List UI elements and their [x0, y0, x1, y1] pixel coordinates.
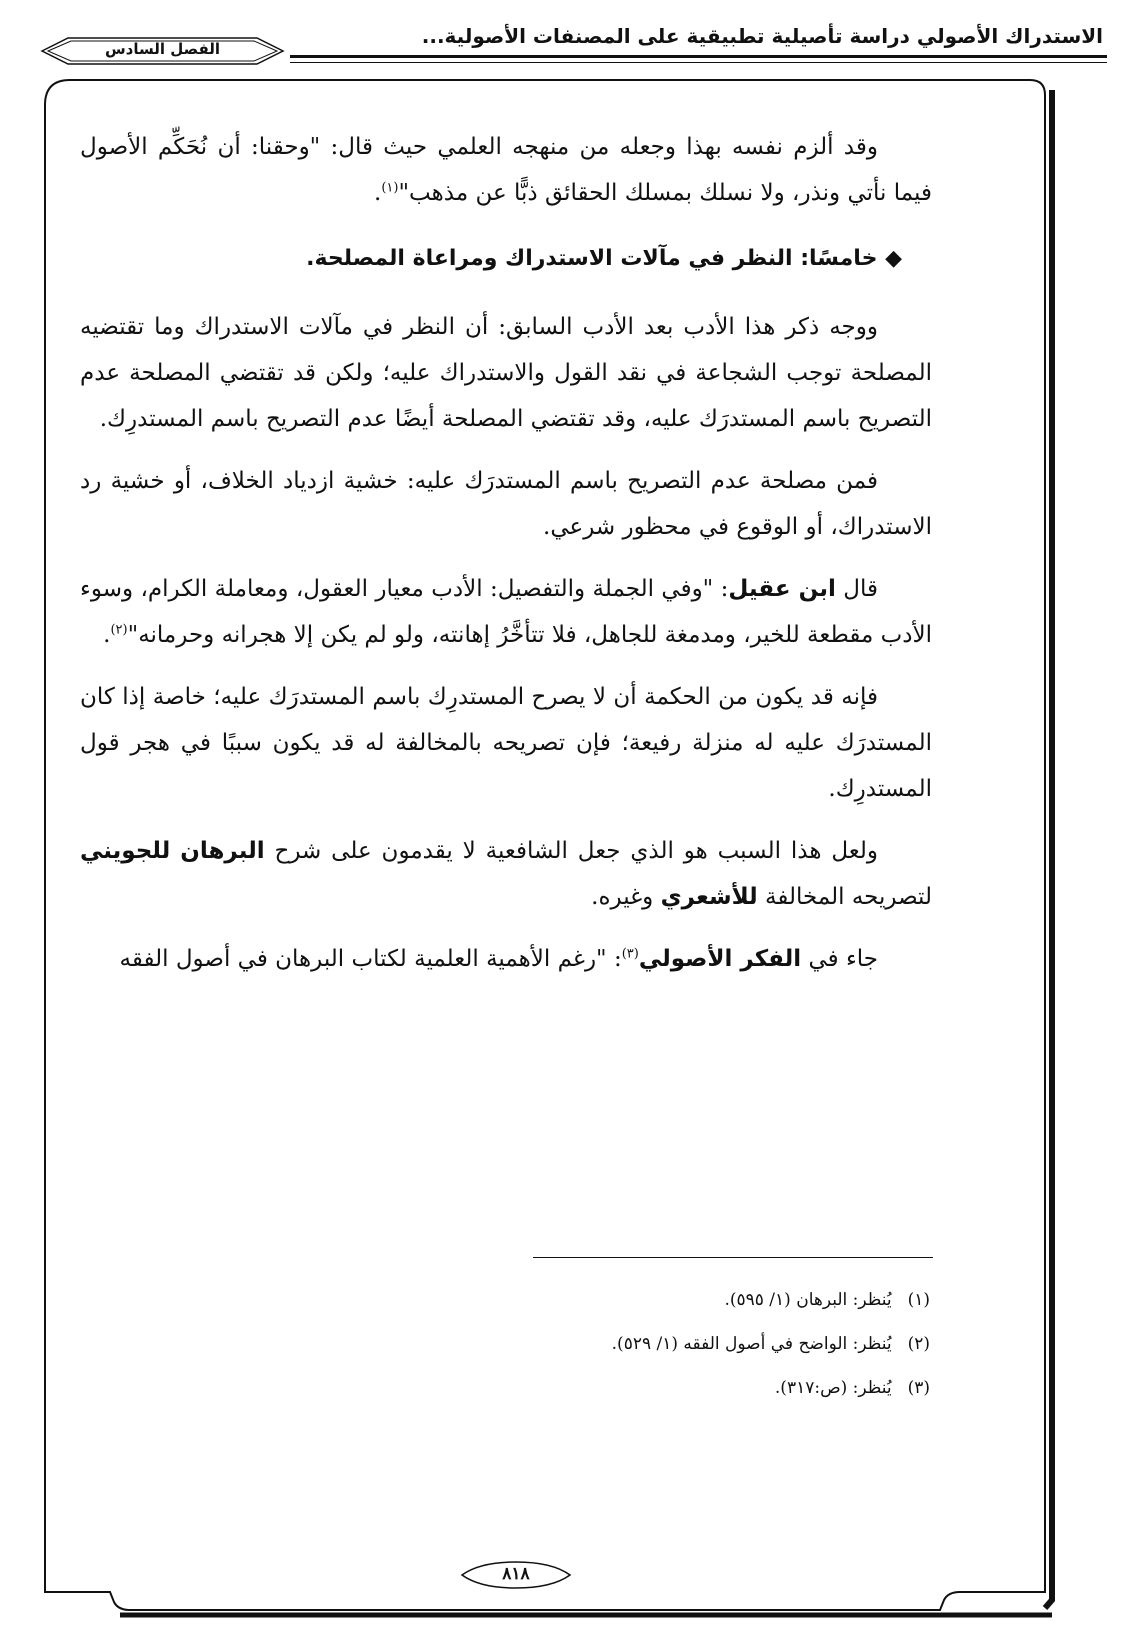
- paragraph: [80, 828, 932, 920]
- main-text: [80, 124, 932, 998]
- footnote-text: يُنظر: الواضح في أصول الفقه (١/ ٥٢٩).: [611, 1334, 892, 1354]
- paragraph: [80, 674, 932, 812]
- text-run: ◆ خامسًا: النظر في مآلات الاستدراك ومراعاة المصلحة.: [306, 246, 902, 271]
- section-heading: [80, 236, 932, 282]
- book-title: الاستدراك الأصولي دراسة تأصيلية تطبيقية على المصنفات الأصولية...: [421, 24, 1103, 48]
- text-run: وقد ألزم نفسه بهذا وجعله من منهجه العلمي حيث قال: "وحقنا: أن نُحَكِّم الأصول فيما نأتي ونذر، ولا نسلك بمسلك الحقائق ذبًّا عن مذهب": [80, 134, 932, 206]
- page-number-badge: [460, 1560, 572, 1590]
- footnote: [80, 1322, 930, 1366]
- text-run: جاء في: [801, 946, 878, 972]
- page-number: ٨١٨: [502, 1564, 530, 1584]
- text-run: : "رغم الأهمية العلمية لكتاب البرهان في أصول الفقه: [119, 946, 622, 972]
- footnote-ref: (٢): [110, 622, 128, 638]
- text-run: لتصريحه المخالفة: [757, 884, 932, 910]
- footnote-number: (٣): [907, 1378, 930, 1398]
- bold-term: ابن عقيل: [728, 576, 836, 602]
- bold-term: للجويني: [80, 838, 171, 864]
- footnote: [80, 1278, 930, 1322]
- text-run: .: [103, 622, 111, 648]
- text-run: فإنه قد يكون من الحكمة أن لا يصرح المستدرِك باسم المستدرَك عليه؛ خاصة إذا كان المستدرَك عليه له منزلة رفيعة؛ فإن تصريحه بالمخالفة له قد يكون سببًا في هجر قول المستدرِك.: [80, 684, 932, 802]
- text-run: : "وفي الجملة والتفصيل: الأدب معيار العقول، ومعاملة الكرام، وسوء الأدب مقطعة للخير، ومدمغة للجاهل، فلا تتأخَّرُ إهانته، ولو لم يكن إلا هجرانه وحرمانه": [80, 576, 932, 648]
- text-run: .: [374, 180, 382, 206]
- text-run: [170, 838, 180, 864]
- footnote-number: (٢): [907, 1334, 930, 1354]
- paragraph: [80, 458, 932, 550]
- paragraph: [80, 566, 932, 658]
- paragraph: [80, 124, 932, 216]
- text-run: فمن مصلحة عدم التصريح باسم المستدرَك عليه: خشية ازدياد الخلاف، أو خشية رد الاستدراك، أو الوقوع في محظور شرعي.: [80, 468, 932, 540]
- text-run: ولعل هذا السبب هو الذي جعل الشافعية لا يقدمون على شرح: [264, 838, 878, 864]
- footnotes: [80, 1278, 930, 1410]
- footnote-separator: [533, 1257, 933, 1258]
- footnote-text: يُنظر: البرهان (١/ ٥٩٥).: [724, 1290, 892, 1310]
- footnote-ref: (١): [381, 180, 399, 196]
- bold-term: البرهان: [180, 838, 265, 864]
- footnote-ref: (٣): [621, 946, 639, 962]
- paragraph: [80, 304, 932, 442]
- paragraph: [80, 936, 932, 982]
- bold-term: للأشعري: [660, 884, 758, 910]
- footnote: [80, 1366, 930, 1410]
- bold-term: الفكر الأصولي: [638, 946, 802, 972]
- text-run: قال: [835, 576, 878, 602]
- footnote-text: يُنظر: (ص:٣١٧).: [774, 1378, 892, 1398]
- footnote-number: (١): [907, 1290, 930, 1310]
- text-run: ووجه ذكر هذا الأدب بعد الأدب السابق: أن النظر في مآلات الاستدراك وما تقتضيه المصلحة توجب الشجاعة في نقد القول والاستدراك عليه؛ ولكن قد تقتضي المصلحة عدم التصريح باسم المستدرَك عليه، وقد تقتضي المصلحة أيضًا عدم التصريح باسم المستدرِك.: [80, 314, 932, 432]
- chapter-label: الفصل السادس: [104, 40, 221, 58]
- text-run: وغيره.: [591, 884, 661, 910]
